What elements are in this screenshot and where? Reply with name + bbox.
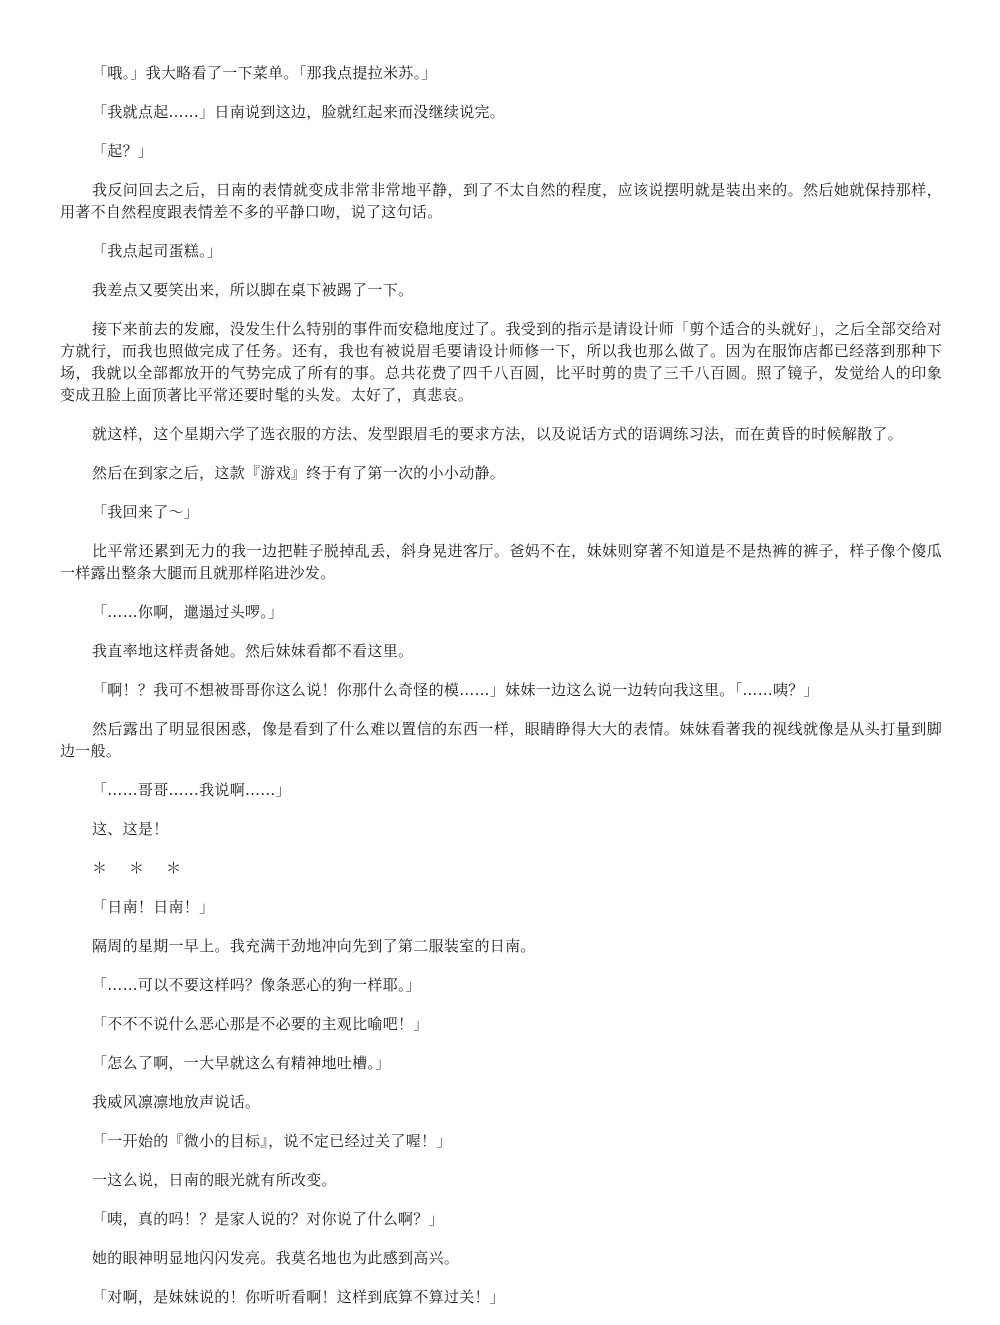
paragraph: 这、这是！ [92, 820, 169, 838]
paragraph: 接下来前去的发廊，没发生什么特别的事件而安稳地度过了。我受到的指示是请设计师「剪个适合的头就好」，之后全部交给对方就行，而我也照做完成了任务。还有，我也有被说眉毛要请设计师修一下，所以我也那么做了。因为在服饰店都已经落到那种下场，我就以全部都放开的气势完成了所有的事。总共花费了四千八百圆，比平时剪的贵了三千八百圆。照了镜子，发觉给人的印象变成丑脸上面顶著比平常还要时髦的头发。太好了，真悲哀。 [60, 320, 942, 404]
paragraph: 「……你啊，邋遢过头啰。」 [92, 603, 284, 621]
scene-break: ＊＊＊ [92, 859, 204, 877]
paragraph: 然后在到家之后，这款『游戏』终于有了第一次的小小动静。 [92, 464, 506, 482]
text-body [60, 62, 942, 1325]
paragraph: 我直率地这样责备她。然后妹妹看都不看这里。 [92, 642, 414, 660]
paragraph: 我差点又要笑出来，所以脚在桌下被踢了一下。 [92, 281, 414, 299]
paragraph: 一这么说，日南的眼光就有所改变。 [92, 1171, 337, 1189]
paragraph: 「我点起司蛋糕。」 [92, 242, 223, 260]
paragraph: 隔周的星期一早上。我充满干劲地冲向先到了第二服装室的日南。 [92, 937, 536, 955]
paragraph: 「不不不说什么恶心那是不必要的主观比喻吧！」 [92, 1015, 429, 1033]
paragraph: 「起？」 [92, 142, 154, 160]
paragraph: 「啊！？我可不想被哥哥你这么说！你那什么奇怪的模……」妹妹一边这么说一边转向我这里。「……咦？」 [92, 681, 819, 699]
paragraph: 比平常还累到无力的我一边把鞋子脱掉乱丢，斜身晃进客厅。爸妈不在，妹妹则穿著不知道是不是热裤的裤子，样子像个傻瓜一样露出整条大腿而且就那样陷进沙发。 [60, 542, 942, 582]
paragraph: 她的眼神明显地闪闪发亮。我莫名地也为此感到高兴。 [92, 1249, 460, 1267]
paragraph: 「怎么了啊，一大早就这么有精神地吐槽。」 [92, 1054, 391, 1072]
paragraph: 「我就点起……」日南说到这边，脸就红起来而没继续说完。 [92, 103, 506, 121]
paragraph: 「……可以不要这样吗？像条恶心的狗一样耶。」 [92, 976, 422, 994]
paragraph: 「我回来了～」 [92, 503, 200, 521]
paragraph: 然后露出了明显很困惑，像是看到了什么难以置信的东西一样，眼睛睁得大大的表情。妹妹看著我的视线就像是从头打量到脚边一般。 [60, 720, 942, 760]
paragraph: 「对啊，是妹妹说的！你听听看啊！这样到底算不算过关！」 [92, 1288, 506, 1306]
paragraph: 「咦，真的吗！？是家人说的？对你说了什么啊？」 [92, 1210, 444, 1228]
paragraph: 「哦。」我大略看了一下菜单。「那我点提拉米苏。」 [92, 64, 437, 82]
paragraph: 「日南！日南！」 [92, 898, 215, 916]
paragraph: 我威风凛凛地放声说话。 [92, 1093, 261, 1111]
paragraph: 「一开始的『微小的目标』，说不定已经过关了喔！」 [92, 1132, 452, 1150]
paragraph: 我反问回去之后，日南的表情就变成非常非常地平静，到了不太自然的程度，应该说摆明就是装出来的。然后她就保持那样，用著不自然程度跟表情差不多的平静口吻，说了这句话。 [60, 181, 942, 221]
paragraph: 「……哥哥……我说啊……」 [92, 781, 291, 799]
paragraph: 就这样，这个星期六学了选衣服的方法、发型跟眉毛的要求方法，以及说话方式的语调练习法，而在黄昏的时候解散了。 [92, 425, 903, 443]
